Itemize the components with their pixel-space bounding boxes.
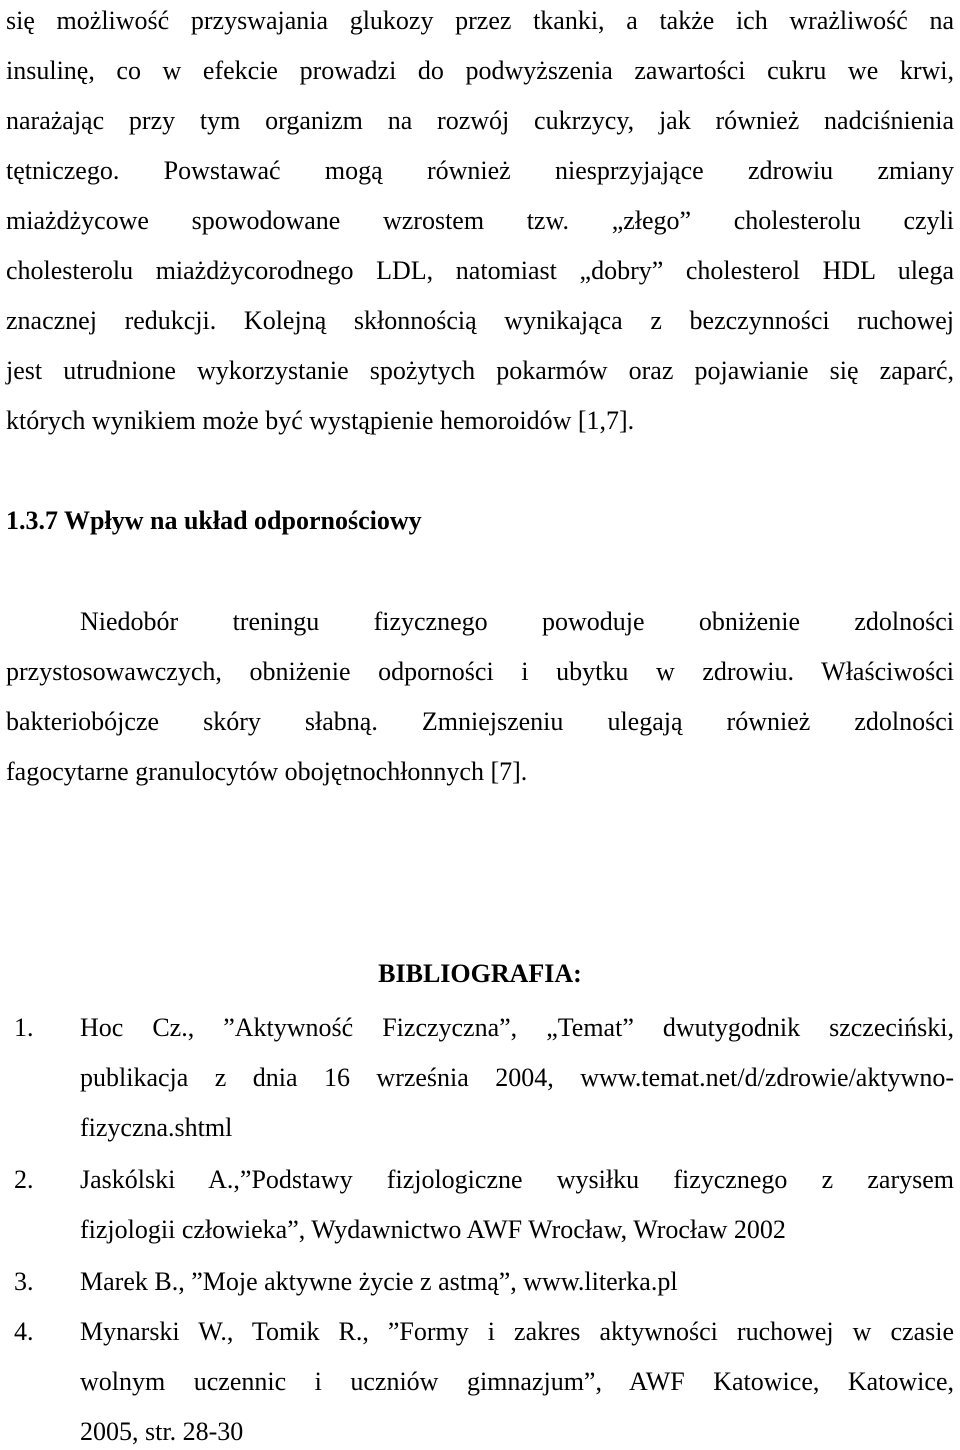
bibliography-item-line [80, 1314, 954, 1350]
paragraph-line: znacznej redukcji. Kolejną skłonnością wynikająca z bezczynności ruchowej [6, 306, 954, 335]
bibliography-item-line [80, 1264, 954, 1300]
bibliography-item-number: 1. [14, 1013, 34, 1042]
paragraph-line: bakteriobójcze skóry słabną. Zmniejszeniu ulegają również zdolności [6, 707, 954, 736]
bibliography-text: , ”Aktywność Fizczyczna”, „Temat” dwutygodnik szczeciński, [187, 1013, 954, 1042]
paragraph-line: których wynikiem może być wystąpienie hemoroidów [1,7]. [6, 406, 635, 435]
bibliography-item-line: fizjologii człowieka”, Wydawnictwo AWF Wrocław, Wrocław 2002 [80, 1215, 786, 1244]
paragraph-line: narażając przy tym organizm na rozwój cukrzycy, jak również nadciśnienia [6, 106, 954, 135]
paragraph-line: tętniczego. Powstawać mogą również niesprzyjające zdrowiu zmiany [6, 156, 954, 185]
bibliography-item-number: 2. [14, 1165, 34, 1194]
bibliography-author: Jaskólski A. [80, 1165, 234, 1194]
bibliography-item-line [80, 1010, 954, 1046]
bibliography-author: Mynarski W., Tomik R. [80, 1317, 363, 1346]
section-heading: 1.3.7 Wpływ na układ odpornościowy [6, 506, 422, 535]
bibliography-author: Marek B. [80, 1267, 179, 1296]
bibliography-item-line: 2005, str. 28-30 [80, 1417, 244, 1446]
bibliography-text: ,”Podstawy fizjologiczne wysiłku fizycznego z zarysem [233, 1165, 954, 1194]
paragraph-line: Niedobór treningu fizycznego powoduje obniżenie zdolności [80, 607, 954, 636]
paragraph-line: cholesterolu miażdżycorodnego LDL, natomiast „dobry” cholesterol HDL ulega [6, 256, 954, 285]
paragraph-line: przystosowawczych, obniżenie odporności i ubytku w zdrowiu. Właściwości [6, 657, 954, 686]
bibliography-text: , ”Formy i zakres aktywności ruchowej w czasie [362, 1317, 954, 1346]
paragraph-line: insulinę, co w efekcie prowadzi do podwyższenia zawartości cukru we krwi, [6, 56, 954, 85]
bibliography-item-number: 4. [14, 1317, 34, 1346]
bibliography-item-number: 3. [14, 1267, 34, 1296]
bibliography-item-line: publikacja z dnia 16 września 2004, www.temat.net/d/zdrowie/aktywno- [80, 1063, 954, 1092]
bibliography-item-line [80, 1162, 954, 1198]
paragraph-line: się możliwość przyswajania glukozy przez tkanki, a także ich wrażliwość na [6, 6, 954, 35]
bibliography-item-line: fizyczna.shtml [80, 1113, 233, 1142]
paragraph-line: miażdżycowe spowodowane wzrostem tzw. „złego” cholesterolu czyli [6, 206, 954, 235]
paragraph-line: fagocytarne granulocytów obojętnochłonnych [7]. [6, 757, 528, 786]
bibliography-title: BIBLIOGRAFIA: [378, 959, 582, 988]
paragraph-line: jest utrudnione wykorzystanie spożytych pokarmów oraz pojawianie się zaparć, [6, 356, 954, 385]
bibliography-author: Hoc Cz. [80, 1013, 188, 1042]
bibliography-text: , ”Moje aktywne życie z astmą”, www.literka.pl [178, 1267, 678, 1296]
bibliography-item-line: wolnym uczennic i uczniów gimnazjum”, AWF Katowice, Katowice, [80, 1367, 954, 1396]
